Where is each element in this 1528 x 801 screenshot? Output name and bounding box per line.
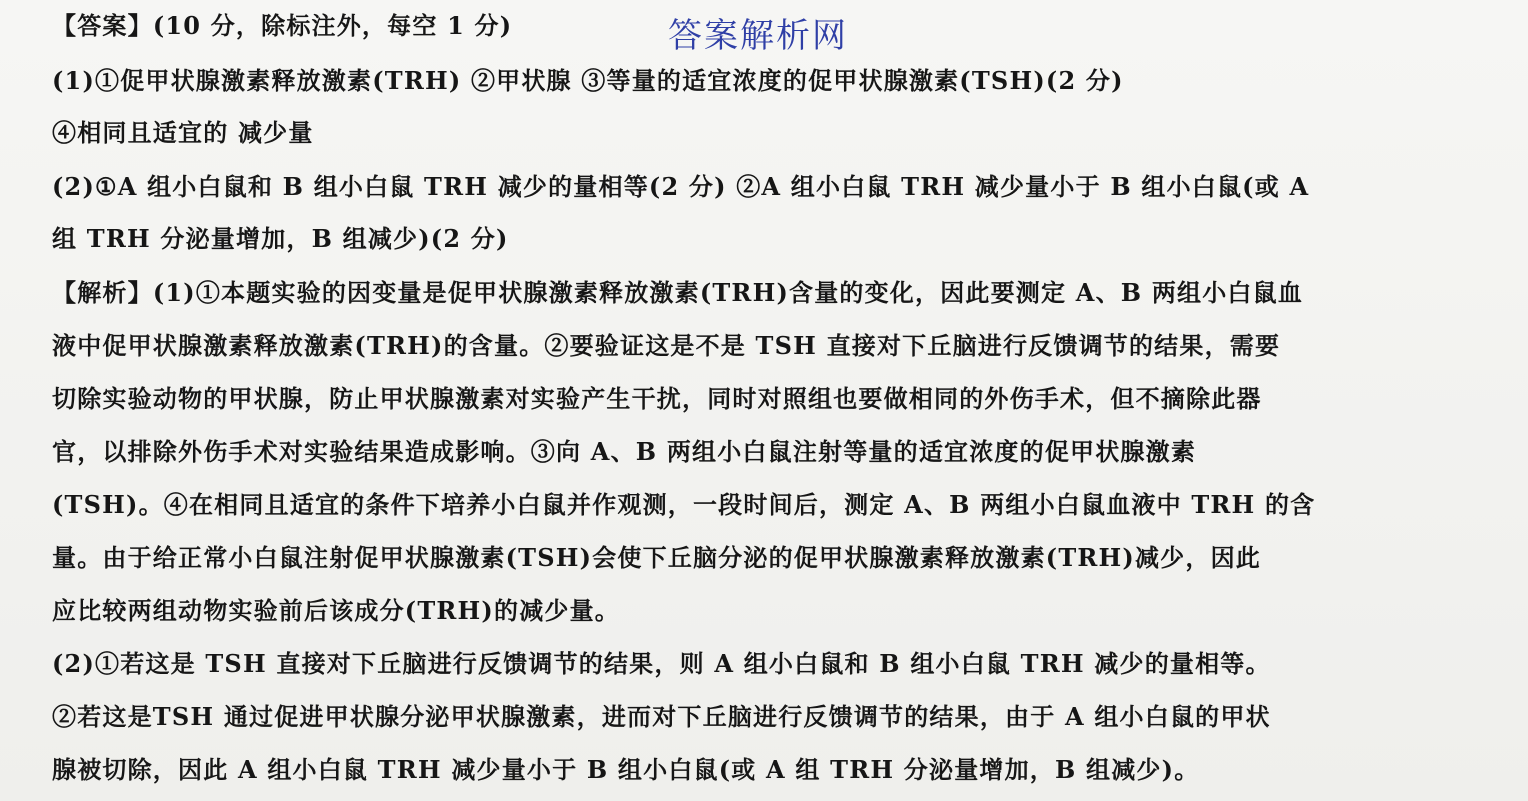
answer-line-5: 组 TRH 分泌量增加，B 组减少)(2 分) (52, 224, 509, 253)
analysis-line-6: 量。由于给正常小白鼠注射促甲状腺激素(TSH)会使下丘脑分泌的促甲状腺激素释放激素(TRH)减少，因此 (52, 543, 1261, 572)
analysis-line-4: 官，以排除外伤手术对实验结果造成影响。③向 A、B 两组小白鼠注射等量的适宜浓度的促甲状腺激素 (52, 437, 1197, 466)
analysis-line-3: 切除实验动物的甲状腺，防止甲状腺激素对实验产生干扰，同时对照组也要做相同的外伤手术，但不摘除此器 (52, 384, 1262, 413)
analysis-line-10: 腺被切除，因此 A 组小白鼠 TRH 减少量小于 B 组小白鼠(或 A 组 TRH 分泌量增加，B 组减少)。 (52, 755, 1200, 784)
analysis-line-1 (52, 278, 1482, 307)
answer-line-4: (2)①A 组小白鼠和 B 组小白鼠 TRH 减少的量相等(2 分) ②A 组小白鼠 TRH 减少量小于 B 组小白鼠(或 A (52, 172, 1310, 201)
analysis-line-8: (2)①若这是 TSH 直接对下丘脑进行反馈调节的结果，则 A 组小白鼠和 B 组小白鼠 TRH 减少的量相等。 (52, 649, 1271, 678)
answer-line-1 (52, 11, 1482, 40)
analysis-heading: 【解析】 (52, 278, 153, 307)
analysis-line-7: 应比较两组动物实验前后该成分(TRH)的减少量。 (52, 596, 620, 625)
analysis-text-1: (1)①本题实验的因变量是促甲状腺激素释放激素(TRH)含量的变化，因此要测定 A、B 两组小白鼠血 (152, 278, 1304, 307)
analysis-line-9: ②若这是TSH 通过促进甲状腺分泌甲状腺激素，进而对下丘脑进行反馈调节的结果，由于 A 组小白鼠的甲状 (52, 702, 1271, 731)
analysis-line-2: 液中促甲状腺激素释放激素(TRH)的含量。②要验证这是不是 TSH 直接对下丘脑进行反馈调节的结果，需要 (52, 331, 1281, 360)
answer-line-2: (1)①促甲状腺激素释放激素(TRH) ②甲状腺 ③等量的适宜浓度的促甲状腺激素(TSH)(2 分) (52, 66, 1124, 95)
watermark-text: 答案解析网 (668, 16, 848, 56)
answer-heading: 【答案】 (52, 11, 153, 40)
answer-score-note: (10 分，除标注外，每空 1 分) (152, 11, 513, 40)
analysis-line-5: (TSH)。④在相同且适宜的条件下培养小白鼠并作观测，一段时间后，测定 A、B 两组小白鼠血液中 TRH 的含 (52, 490, 1316, 519)
answer-line-3: ④相同且适宜的 减少量 (52, 118, 314, 147)
